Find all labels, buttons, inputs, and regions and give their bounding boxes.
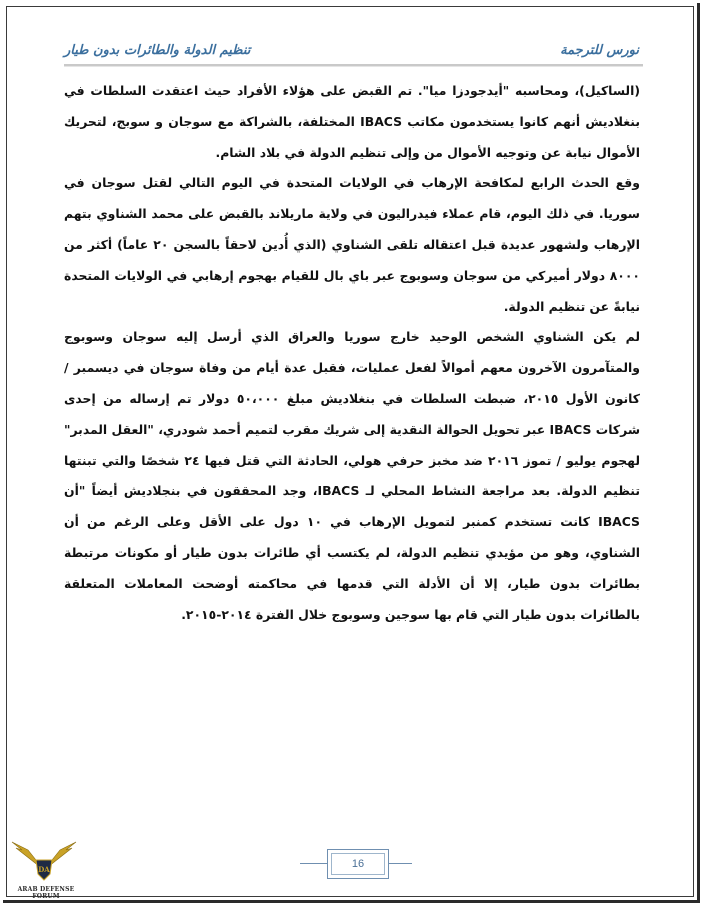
page-shadow-right [697, 3, 700, 902]
page-header [64, 38, 639, 62]
header-publisher: نورس للترجمة [560, 42, 639, 58]
page-footer [0, 843, 703, 883]
svg-text:DA: DA [38, 865, 50, 874]
logo-caption: ARAB DEFENSE FORUM [17, 886, 75, 900]
body-text [64, 76, 640, 630]
arab-defense-forum-logo [6, 840, 82, 902]
page-number: 16 [351, 858, 365, 870]
eagle-wings-icon [6, 840, 82, 888]
header-divider [64, 64, 643, 66]
paragraph-1: (الساكيل)، ومحاسبه "أيدجودزا ميا". تم القبض على هؤلاء الأفراد حيث اعتقدت السلطات في بنغلاديش أنهم كانوا يستخدمون مكاتب IBACS المختلفة، بالشراكة مع سوجان و سوبج، لتحريك الأموال نيابة عن وتوجيه الأموال من وإلى تنظيم الدولة في بلاد الشام. [64, 83, 640, 160]
paragraph-3: لم يكن الشناوي الشخص الوحيد خارج سوريا والعراق الذي أرسل إليه سوجان وسوبوج والمتآمرون الآخرون معهم أموالاً لفعل عمليات، فقبل عدة أيام من وفاة سوجان في ديسمبر / كانون الأول ٢٠١٥، ضبطت السلطات في بنغلاديش مبلغ ٥٠،٠٠٠ دولار تم إرساله من إحدى شركات IBACS عبر تحويل الحوالة النقدية إلى شريك مقرب لتميم أحمد شودري، "العقل المدبر" لهجوم يوليو / تموز ٢٠١٦ ضد مخبز حرفي هولي، الحادثة التي قتل فيها ٢٤ شخصًا والتي تبنتها تنظيم الدولة. بعد مراجعة النشاط المحلي لـ IBACS، وجد المحققون في بنجلاديش أيضاً "أن IBACS كانت تستخدم كمنبر لتمويل الإرهاب في ١٠ دول على الأقل وعلى الرغم من أن الشناوي، وهو من مؤيدي تنظيم الدولة، لم يكتسب أي طائرات بدون طيار أو مكونات مرتبطة بطائرات بدون طيار، إلا أن الأدلة التي قدمها في محاكمته أوضحت المعاملات المتعلقة بالطائرات بدون طيار التي قام بها سوجين وسوبوج خلال الفترة ٢٠١٤-٢٠١٥. [64, 329, 640, 622]
header-document-title: تنظيم الدولة والطائرات بدون طيار [64, 42, 251, 58]
page-number-box [327, 849, 389, 879]
paragraph-2: وقع الحدث الرابع لمكافحة الإرهاب في الولايات المتحدة في اليوم التالي لقتل سوجان في سوريا. في ذلك اليوم، قام عملاء فيدراليون في ولاية ماريلاند بالقبض على محمد الشناوي بتهم الإرهاب ولشهور عديدة قبل اعتقاله تلقى الشناوي (الذي أُدين لاحقاً بالسجن ٢٠ عاماً) أكثر من ٨٠٠٠ دولار أميركي من سوجان وسوبوج عبر باي بال للقيام بهجوم إرهابي في الولايات المتحدة نيابةً عن تنظيم الدولة. [64, 175, 641, 314]
page-shadow-bottom [3, 900, 700, 903]
